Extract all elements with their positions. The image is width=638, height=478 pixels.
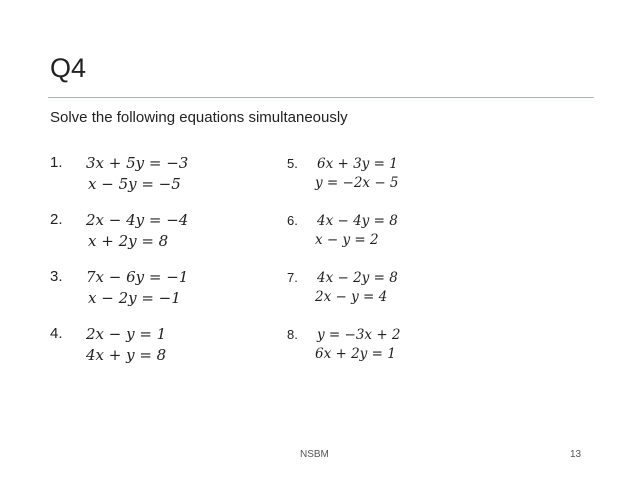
problem-number: 8. (287, 327, 298, 342)
equation-1: 3x + 5y = −3 (86, 154, 189, 172)
problem-number: 1. (50, 154, 63, 171)
title-divider (48, 97, 594, 98)
equation-1: 2x − y = 1 (86, 325, 167, 343)
equation-2: 2x − y = 4 (315, 289, 388, 305)
problem-number: 3. (50, 268, 63, 285)
problem-number: 6. (287, 213, 298, 228)
equation-2: x − y = 2 (315, 232, 379, 248)
equation-1: y = −3x + 2 (317, 327, 401, 343)
problem-number: 4. (50, 325, 63, 342)
slide-title: Q4 (50, 53, 87, 83)
equation-1: 2x − 4y = −4 (86, 211, 189, 229)
footer-label: NSBM (300, 449, 329, 460)
instruction-text: Solve the following equations simultaneously (50, 109, 348, 126)
equation-2: 4x + y = 8 (86, 346, 167, 364)
equation-2: y = −2x − 5 (315, 175, 399, 191)
page-number: 13 (570, 449, 582, 460)
problem-number: 5. (287, 156, 298, 171)
equation-2: x + 2y = 8 (88, 232, 169, 250)
equation-1: 6x + 3y = 1 (317, 156, 398, 172)
problem-number: 7. (287, 270, 298, 285)
equation-2: x − 5y = −5 (88, 175, 181, 193)
equation-2: 6x + 2y = 1 (315, 346, 396, 362)
equation-1: 4x − 4y = 8 (317, 213, 398, 229)
equation-1: 4x − 2y = 8 (317, 270, 398, 286)
problem-number: 2. (50, 211, 63, 228)
equation-2: x − 2y = −1 (88, 289, 181, 307)
equation-1: 7x − 6y = −1 (86, 268, 189, 286)
